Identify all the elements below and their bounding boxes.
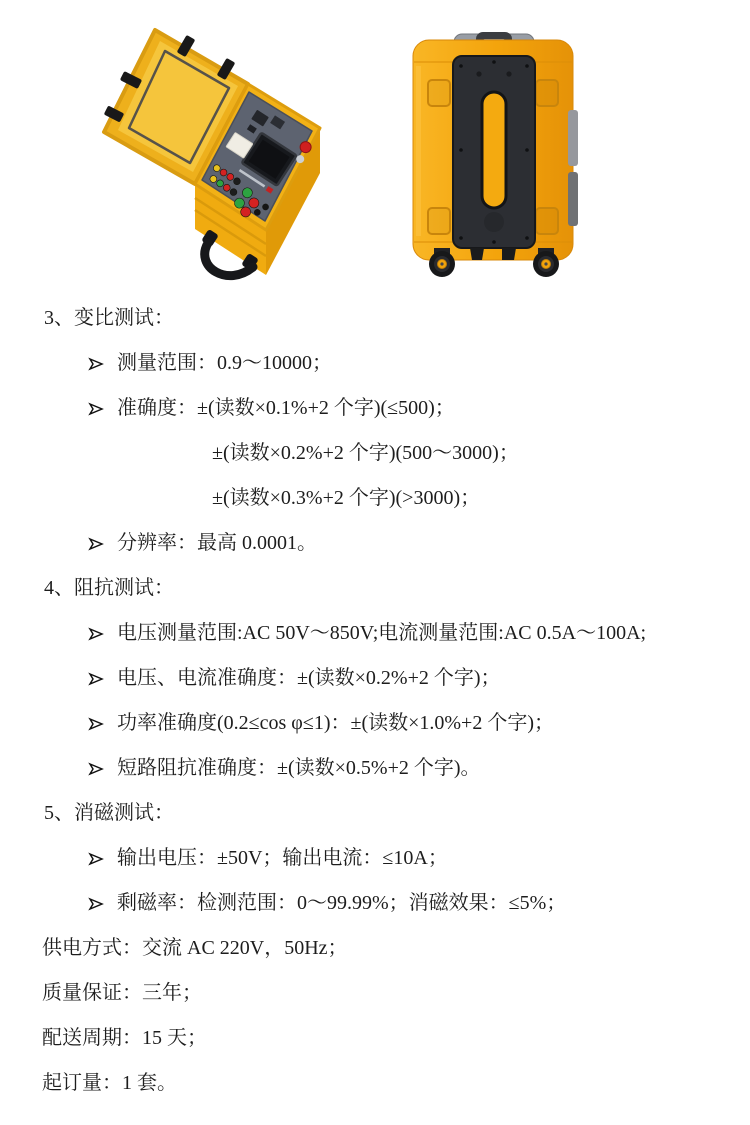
spec-line-text: 4、阻抗测试： xyxy=(44,577,174,599)
side-latch xyxy=(568,110,578,166)
arrow-bullet-icon xyxy=(88,626,104,642)
spec-line-heading xyxy=(0,296,750,341)
spec-line-text: 起订量：1 套。 xyxy=(42,1072,177,1094)
arrow-bullet-icon xyxy=(88,896,104,912)
spec-lines xyxy=(0,296,750,1106)
spec-line-text: 测量范围：0.9～10000； xyxy=(117,352,332,374)
back-panel xyxy=(453,56,535,248)
side-latch xyxy=(568,172,578,226)
spec-line-text: 供电方式：交流 AC 220V，50Hz； xyxy=(42,937,348,959)
spec-line-text: 配送周期：15 天； xyxy=(42,1027,207,1049)
support-foot xyxy=(502,248,516,260)
arrow-bullet-icon xyxy=(88,671,104,687)
spec-line-text: 准确度：±(读数×0.1%+2 个字)(≤500)； xyxy=(117,397,455,419)
spec-line-bullet xyxy=(0,701,750,746)
spec-line-text: 功率准确度(0.2≤cos φ≤1)：±(读数×1.0%+2 个字)； xyxy=(117,712,554,734)
spec-line-bullet xyxy=(0,611,750,656)
spec-line-bullet xyxy=(0,836,750,881)
spec-line-text: 短路阻抗准确度：±(读数×0.5%+2 个字)。 xyxy=(117,757,481,779)
spec-line-heading xyxy=(0,566,750,611)
spec-line-info xyxy=(0,1061,750,1106)
spec-line-text: 质量保证：三年； xyxy=(42,982,202,1004)
spec-line-text: 3、变比测试： xyxy=(44,307,174,329)
spec-line-text: 5、消磁测试： xyxy=(44,802,174,824)
spec-line-text: ±(读数×0.3%+2 个字)(>3000)； xyxy=(212,487,481,509)
spec-line-text: 输出电压：±50V；输出电流：≤10A； xyxy=(117,847,448,869)
spec-line-text: ±(读数×0.2%+2 个字)(500～3000)； xyxy=(212,442,519,464)
spec-line-bullet xyxy=(0,521,750,566)
spec-line-info xyxy=(0,926,750,971)
arrow-bullet-icon xyxy=(88,716,104,732)
back-case-illustration xyxy=(404,26,582,282)
product-photo-front xyxy=(98,22,333,286)
spec-line-text: 电压、电流准确度：±(读数×0.2%+2 个字)； xyxy=(117,667,501,689)
arrow-bullet-icon xyxy=(88,356,104,372)
arrow-bullet-icon xyxy=(88,761,104,777)
spec-line-text: 电压测量范围:AC 50V～850V;电流测量范围:AC 0.5A～100A; xyxy=(117,622,647,644)
handle-slot xyxy=(482,92,506,208)
spec-line-bullet xyxy=(0,881,750,926)
spec-line-text: 剩磁率：检测范围：0～99.99%；消磁效果：≤5%； xyxy=(117,892,567,914)
spec-line-info xyxy=(0,1016,750,1061)
spec-line-bullet xyxy=(0,656,750,701)
spec-line-text: 分辨率：最高 0.0001。 xyxy=(117,532,317,554)
arrow-bullet-icon xyxy=(88,401,104,417)
spec-line-continue xyxy=(0,431,750,476)
spec-line-bullet xyxy=(0,746,750,791)
spec-line-info xyxy=(0,971,750,1016)
spec-line-heading xyxy=(0,791,750,836)
arrow-bullet-icon xyxy=(88,536,104,552)
product-photo-back xyxy=(404,26,582,282)
arrow-bullet-icon xyxy=(88,851,104,867)
spec-line-bullet xyxy=(0,341,750,386)
spec-line-bullet xyxy=(0,386,750,431)
support-foot xyxy=(470,248,484,260)
front-case-illustration xyxy=(98,22,333,286)
spec-line-continue xyxy=(0,476,750,521)
